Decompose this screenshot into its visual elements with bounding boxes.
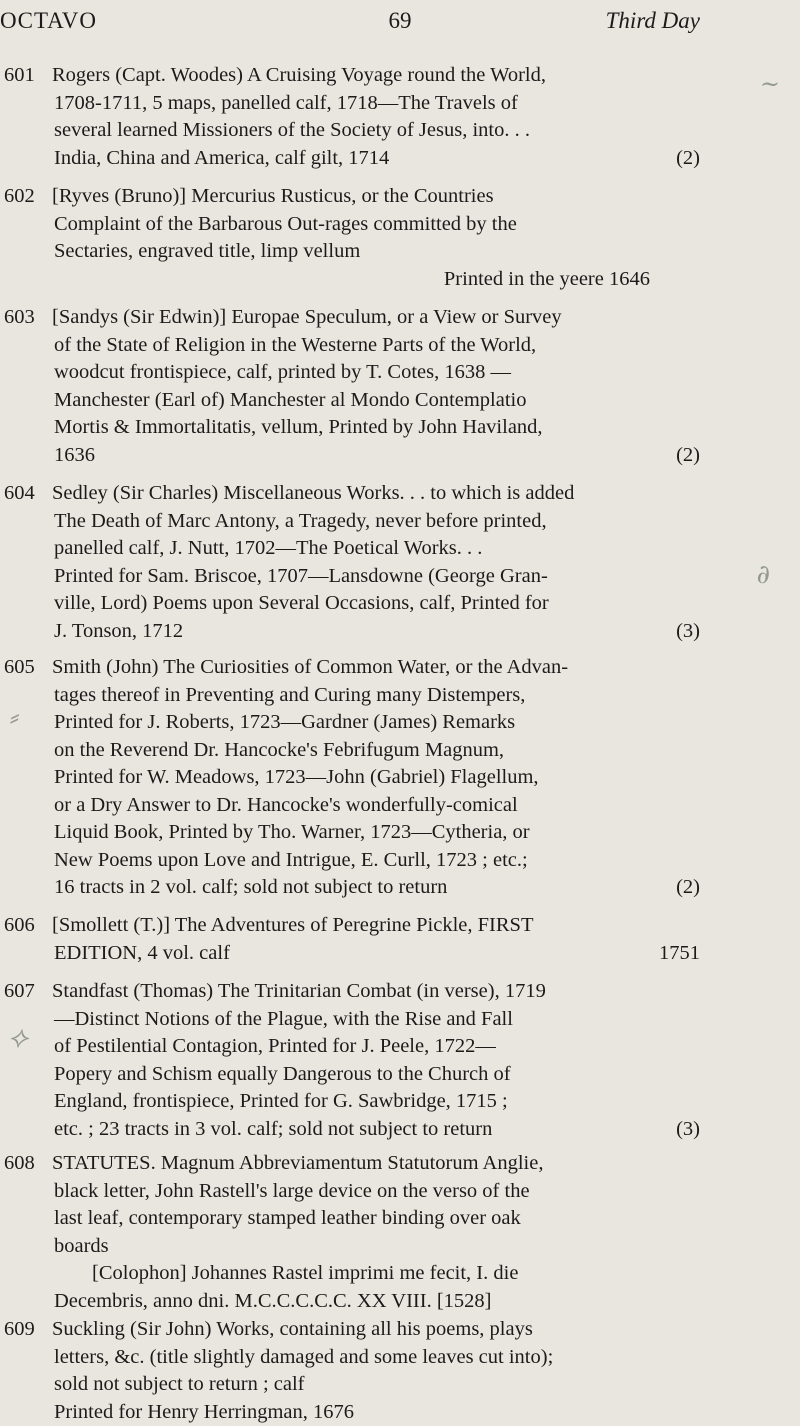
lot-603 bbox=[0, 304, 700, 469]
lot-count: 1751 bbox=[659, 940, 700, 968]
page-header bbox=[0, 0, 800, 40]
lot-line: Printed in the yeere 1646 bbox=[52, 266, 700, 294]
pencil-mark: ∂ bbox=[757, 560, 770, 590]
lot-line: Smith (John) The Curiosities of Common Water, or the Advan- bbox=[52, 654, 700, 682]
lot-606 bbox=[0, 912, 700, 967]
lot-count: (2) bbox=[676, 145, 700, 173]
lot-line: Sedley (Sir Charles) Miscellaneous Works. . . to which is added bbox=[52, 480, 700, 508]
lot-line: 1636 bbox=[54, 444, 95, 466]
lot-line: sold not subject to return ; calf bbox=[52, 1371, 700, 1399]
lot-line: The Death of Marc Antony, a Tragedy, never before printed, bbox=[52, 508, 700, 536]
header-day: Third Day bbox=[606, 8, 700, 34]
lot-count: (2) bbox=[676, 442, 700, 470]
lot-line: Rogers (Capt. Woodes) A Cruising Voyage round the World, bbox=[52, 62, 700, 90]
lot-line: Standfast (Thomas) The Trinitarian Combat (in verse), 1719 bbox=[52, 978, 700, 1006]
lot-line: Manchester (Earl of) Manchester al Mondo Contemplatio bbox=[52, 387, 700, 415]
lot-line: Complaint of the Barbarous Out-rages committed by the bbox=[52, 211, 700, 239]
lot-line: J. Tonson, 1712 bbox=[54, 620, 183, 642]
pencil-mark: ⸗ bbox=[10, 700, 19, 734]
lot-number: 605 bbox=[4, 654, 35, 682]
pencil-mark: ⟡ bbox=[8, 1020, 28, 1055]
lot-number: 608 bbox=[4, 1150, 35, 1178]
lot-number: 606 bbox=[4, 912, 35, 940]
lot-line: Liquid Book, Printed by Tho. Warner, 1723—Cytheria, or bbox=[52, 819, 700, 847]
lot-line: 1708-1711, 5 maps, panelled calf, 1718—The Travels of bbox=[52, 90, 700, 118]
lot-number: 601 bbox=[4, 62, 35, 90]
pencil-mark: ~ bbox=[760, 70, 780, 98]
lot-line: Suckling (Sir John) Works, containing all his poems, plays bbox=[52, 1316, 700, 1344]
lot-604 bbox=[0, 480, 700, 645]
lot-line: Printed for Henry Herringman, 1676 bbox=[52, 1399, 700, 1426]
lot-line: —Distinct Notions of the Plague, with the Rise and Fall bbox=[52, 1006, 700, 1034]
lot-line: 16 tracts in 2 vol. calf; sold not subject to return bbox=[54, 876, 447, 898]
page-number: 69 bbox=[0, 8, 800, 34]
lot-line: Sectaries, engraved title, limp vellum bbox=[52, 238, 700, 266]
lot-line: STATUTES. Magnum Abbreviamentum Statutorum Anglie, bbox=[52, 1150, 700, 1178]
lot-line: Printed for J. Roberts, 1723—Gardner (James) Remarks bbox=[52, 709, 700, 737]
lot-line: [Ryves (Bruno)] Mercurius Rusticus, or the Countries bbox=[52, 183, 700, 211]
lot-line: ville, Lord) Poems upon Several Occasions, calf, Printed for bbox=[52, 590, 700, 618]
lot-line: [Colophon] Johannes Rastel imprimi me fecit, I. die bbox=[52, 1260, 700, 1288]
lot-601 bbox=[0, 62, 700, 172]
lot-602 bbox=[0, 183, 700, 293]
lot-line: of Pestilential Contagion, Printed for J. Peele, 1722— bbox=[52, 1033, 700, 1061]
lot-line: tages thereof in Preventing and Curing many Distempers, bbox=[52, 682, 700, 710]
lot-line: etc. ; 23 tracts in 3 vol. calf; sold not subject to return bbox=[54, 1118, 492, 1140]
lot-line: Mortis & Immortalitatis, vellum, Printed by John Haviland, bbox=[52, 414, 700, 442]
lot-607 bbox=[0, 978, 700, 1143]
lot-line: [Sandys (Sir Edwin)] Europae Speculum, or a View or Survey bbox=[52, 304, 700, 332]
lot-line: last leaf, contemporary stamped leather binding over oak bbox=[52, 1205, 700, 1233]
lot-line: panelled calf, J. Nutt, 1702—The Poetical Works. . . bbox=[52, 535, 700, 563]
lot-line: several learned Missioners of the Society of Jesus, into. . . bbox=[52, 117, 700, 145]
lot-count: (2) bbox=[676, 874, 700, 902]
lot-line: Decembris, anno dni. M.C.C.C.C.C. XX VIII. [1528] bbox=[52, 1288, 700, 1316]
lot-line: or a Dry Answer to Dr. Hancocke's wonderfully-comical bbox=[52, 792, 700, 820]
lot-line: India, China and America, calf gilt, 1714 bbox=[54, 147, 389, 169]
header-format: OCTAVO bbox=[0, 8, 97, 34]
lot-line: Printed for W. Meadows, 1723—John (Gabriel) Flagellum, bbox=[52, 764, 700, 792]
lot-number: 602 bbox=[4, 183, 35, 211]
lot-count: (3) bbox=[676, 1116, 700, 1144]
lot-count: (3) bbox=[676, 618, 700, 646]
lot-number: 604 bbox=[4, 480, 35, 508]
lot-line: England, frontispiece, Printed for G. Sawbridge, 1715 ; bbox=[52, 1088, 700, 1116]
lot-line: black letter, John Rastell's large device on the verso of the bbox=[52, 1178, 700, 1206]
lot-line: [Smollett (T.)] The Adventures of Peregrine Pickle, FIRST bbox=[52, 912, 700, 940]
lot-line: letters, &c. (title slightly damaged and some leaves cut into); bbox=[52, 1344, 700, 1372]
lot-line: Printed for Sam. Briscoe, 1707—Lansdowne (George Gran- bbox=[52, 563, 700, 591]
lot-609 bbox=[0, 1316, 700, 1426]
lot-line: EDITION, 4 vol. calf bbox=[54, 942, 230, 964]
lot-line: Popery and Schism equally Dangerous to the Church of bbox=[52, 1061, 700, 1089]
lot-line: New Poems upon Love and Intrigue, E. Curll, 1723 ; etc.; bbox=[52, 847, 700, 875]
lot-line: boards bbox=[52, 1233, 700, 1261]
lot-number: 609 bbox=[4, 1316, 35, 1344]
lot-608 bbox=[0, 1150, 700, 1315]
lot-line: on the Reverend Dr. Hancocke's Febrifugum Magnum, bbox=[52, 737, 700, 765]
lot-605 bbox=[0, 654, 700, 902]
lot-line: woodcut frontispiece, calf, printed by T. Cotes, 1638 — bbox=[52, 359, 700, 387]
lot-number: 603 bbox=[4, 304, 35, 332]
lot-line: of the State of Religion in the Westerne Parts of the World, bbox=[52, 332, 700, 360]
lot-number: 607 bbox=[4, 978, 35, 1006]
